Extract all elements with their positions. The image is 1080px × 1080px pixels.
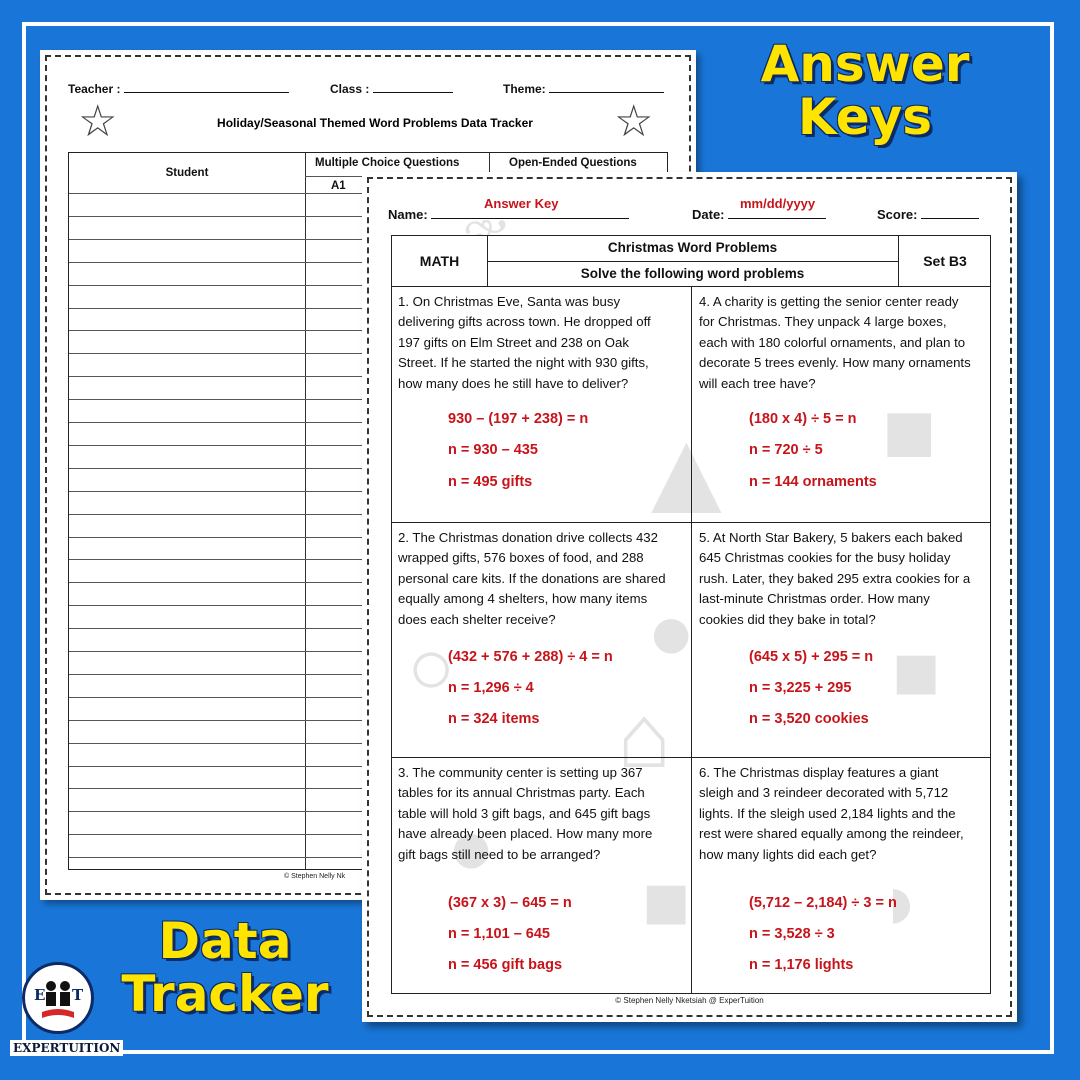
answer-step: (432 + 576 + 288) ÷ 4 = n (448, 649, 613, 665)
problem-question: 5. At North Star Bakery, 5 bakers each baked 645 Christmas cookies for the busy holiday rush. Later, they baked 295 extra cookies for a last-minute Christmas order. How many cookies did they bake in total? (699, 530, 971, 627)
problem-2 (392, 523, 676, 758)
answer-step: n = 1,101 – 645 (448, 926, 550, 942)
teacher-field (68, 82, 289, 96)
theme-field (503, 82, 664, 96)
snowman-icon: ● (447, 802, 496, 891)
set-label: Set B3 (923, 253, 967, 269)
answer-step: (645 x 5) + 295 = n (749, 649, 874, 665)
col-student: Student (165, 167, 209, 179)
score-label: Score: (877, 207, 918, 222)
promo-data-tracker (110, 912, 340, 1023)
header-divider (487, 261, 898, 262)
grid-divider (691, 287, 692, 993)
gingerbread-house-icon: ⌂ (617, 687, 672, 787)
answer-key-sheet (362, 172, 1017, 1022)
score-line (921, 206, 979, 219)
worksheet-title: Christmas Word Problems (607, 240, 778, 255)
problem-6 (693, 758, 977, 993)
date-label: Date: (692, 207, 725, 222)
expertuition-logo (10, 960, 121, 1060)
answer-step: (367 x 3) – 645 = n (448, 895, 572, 911)
promo-answer-keys (730, 35, 1000, 146)
answer-final: n = 3,520 cookies (749, 711, 869, 727)
answer-final: n = 495 gifts (448, 474, 533, 490)
theme-label: Theme: (503, 82, 546, 96)
problem-question: 2. The Christmas donation drive collects 432 wrapped gifts, 576 boxes of food, and 288 personal care kits. If the donations are shared equally among 4 shelters, how many items does each shelter receive? (398, 530, 666, 627)
answer-step: n = 1,296 ÷ 4 (448, 680, 534, 696)
answer-step: n = 3,528 ÷ 3 (749, 926, 835, 942)
logo-letter-e: E (34, 986, 46, 1004)
problem-question: 6. The Christmas display features a giant sleigh and 3 reindeer decorated with 5,712 lights. If the sleigh used 2,184 lights and the rest were shared equally among the reindeer, how many lights did each get? (699, 765, 964, 862)
teacher-line (124, 82, 289, 93)
problem-question: 4. A charity is getting the senior center ready for Christmas. They unpack 4 large boxes, each with 180 colorful ornaments, and plan to decorate 5 trees evenly. How many ornaments will each tree have? (699, 294, 971, 391)
promo-answer-line-1: Answer (760, 35, 970, 93)
star-icon: ☆ (614, 97, 654, 146)
answer-step: 930 – (197 + 238) = n (448, 411, 589, 427)
snowman-icon: ● (647, 587, 696, 676)
name-value: Answer Key (484, 196, 559, 211)
score-field (877, 206, 979, 222)
subject-label: MATH (419, 253, 460, 269)
column-divider (305, 153, 306, 869)
problem-1 (392, 287, 676, 522)
tracker-footer: © Stephen Nelly Nk (284, 873, 346, 880)
col-a1: A1 (331, 180, 346, 192)
problem-question: 3. The community center is setting up 367 tables for its annual Christmas party. Each table will hold 3 gift bags, and 645 gift bags have already been placed. How many more gift bags still need to be arranged? (398, 765, 653, 862)
col-multiple-choice: Multiple Choice Questions (315, 157, 460, 169)
col-open-ended: Open-Ended Questions (509, 157, 637, 169)
name-label: Name: (388, 207, 428, 222)
promo-tracker-line-1: Data (158, 912, 292, 970)
worksheet-header (391, 235, 991, 287)
answer-step: n = 3,225 + 295 (749, 680, 852, 696)
star-icon: ☆ (78, 97, 118, 146)
answer-step: n = 930 – 435 (448, 442, 538, 458)
worksheet-instructions: Solve the following word problems (580, 266, 805, 281)
wreath-icon: ○ (407, 622, 456, 711)
answer-step: n = 720 ÷ 5 (749, 442, 823, 458)
problem-question: 1. On Christmas Eve, Santa was busy delivering gifts across town. He dropped off 197 gifts on Elm Street and 238 on Oak Street. If he started the night with 930 gifts, how many does he still have to deliver? (398, 294, 651, 391)
logo-brand: EXPERTUITION (10, 1040, 123, 1056)
answer-final: n = 1,176 lights (749, 957, 854, 973)
answer-final: n = 144 ornaments (749, 474, 877, 490)
answer-step: (5,712 – 2,184) ÷ 3 = n (749, 895, 897, 911)
logo-letter-t: T (72, 986, 84, 1004)
theme-line (549, 82, 664, 93)
teacher-label: Teacher : (68, 82, 121, 96)
answer-final: n = 456 gift bags (448, 957, 563, 973)
promo-answer-line-2: Keys (797, 88, 933, 146)
sleigh-icon: ◗ (877, 857, 926, 946)
problems-grid (391, 287, 991, 994)
gift-icon: ■ (642, 857, 691, 946)
gift-icon: ■ (892, 627, 941, 716)
date-value: mm/dd/yyyy (740, 196, 816, 211)
class-field (330, 82, 453, 96)
tracker-title: Holiday/Seasonal Themed Word Problems Data Tracker (217, 116, 533, 130)
worksheet-footer: © Stephen Nelly Nketsiah @ ExperTuition (615, 996, 764, 1005)
promo-tracker-line-2: Tracker (121, 965, 329, 1023)
tree-icon: ▲ (627, 405, 746, 539)
problem-4 (693, 287, 977, 522)
class-line (373, 82, 453, 93)
answer-final: n = 324 items (448, 711, 540, 727)
problem-5 (693, 523, 977, 758)
answer-step: (180 x 4) ÷ 5 = n (749, 411, 857, 427)
class-label: Class : (330, 82, 370, 96)
book-icon (40, 978, 76, 1022)
gift-icon: ■ (882, 382, 937, 482)
problem-3 (392, 758, 676, 993)
